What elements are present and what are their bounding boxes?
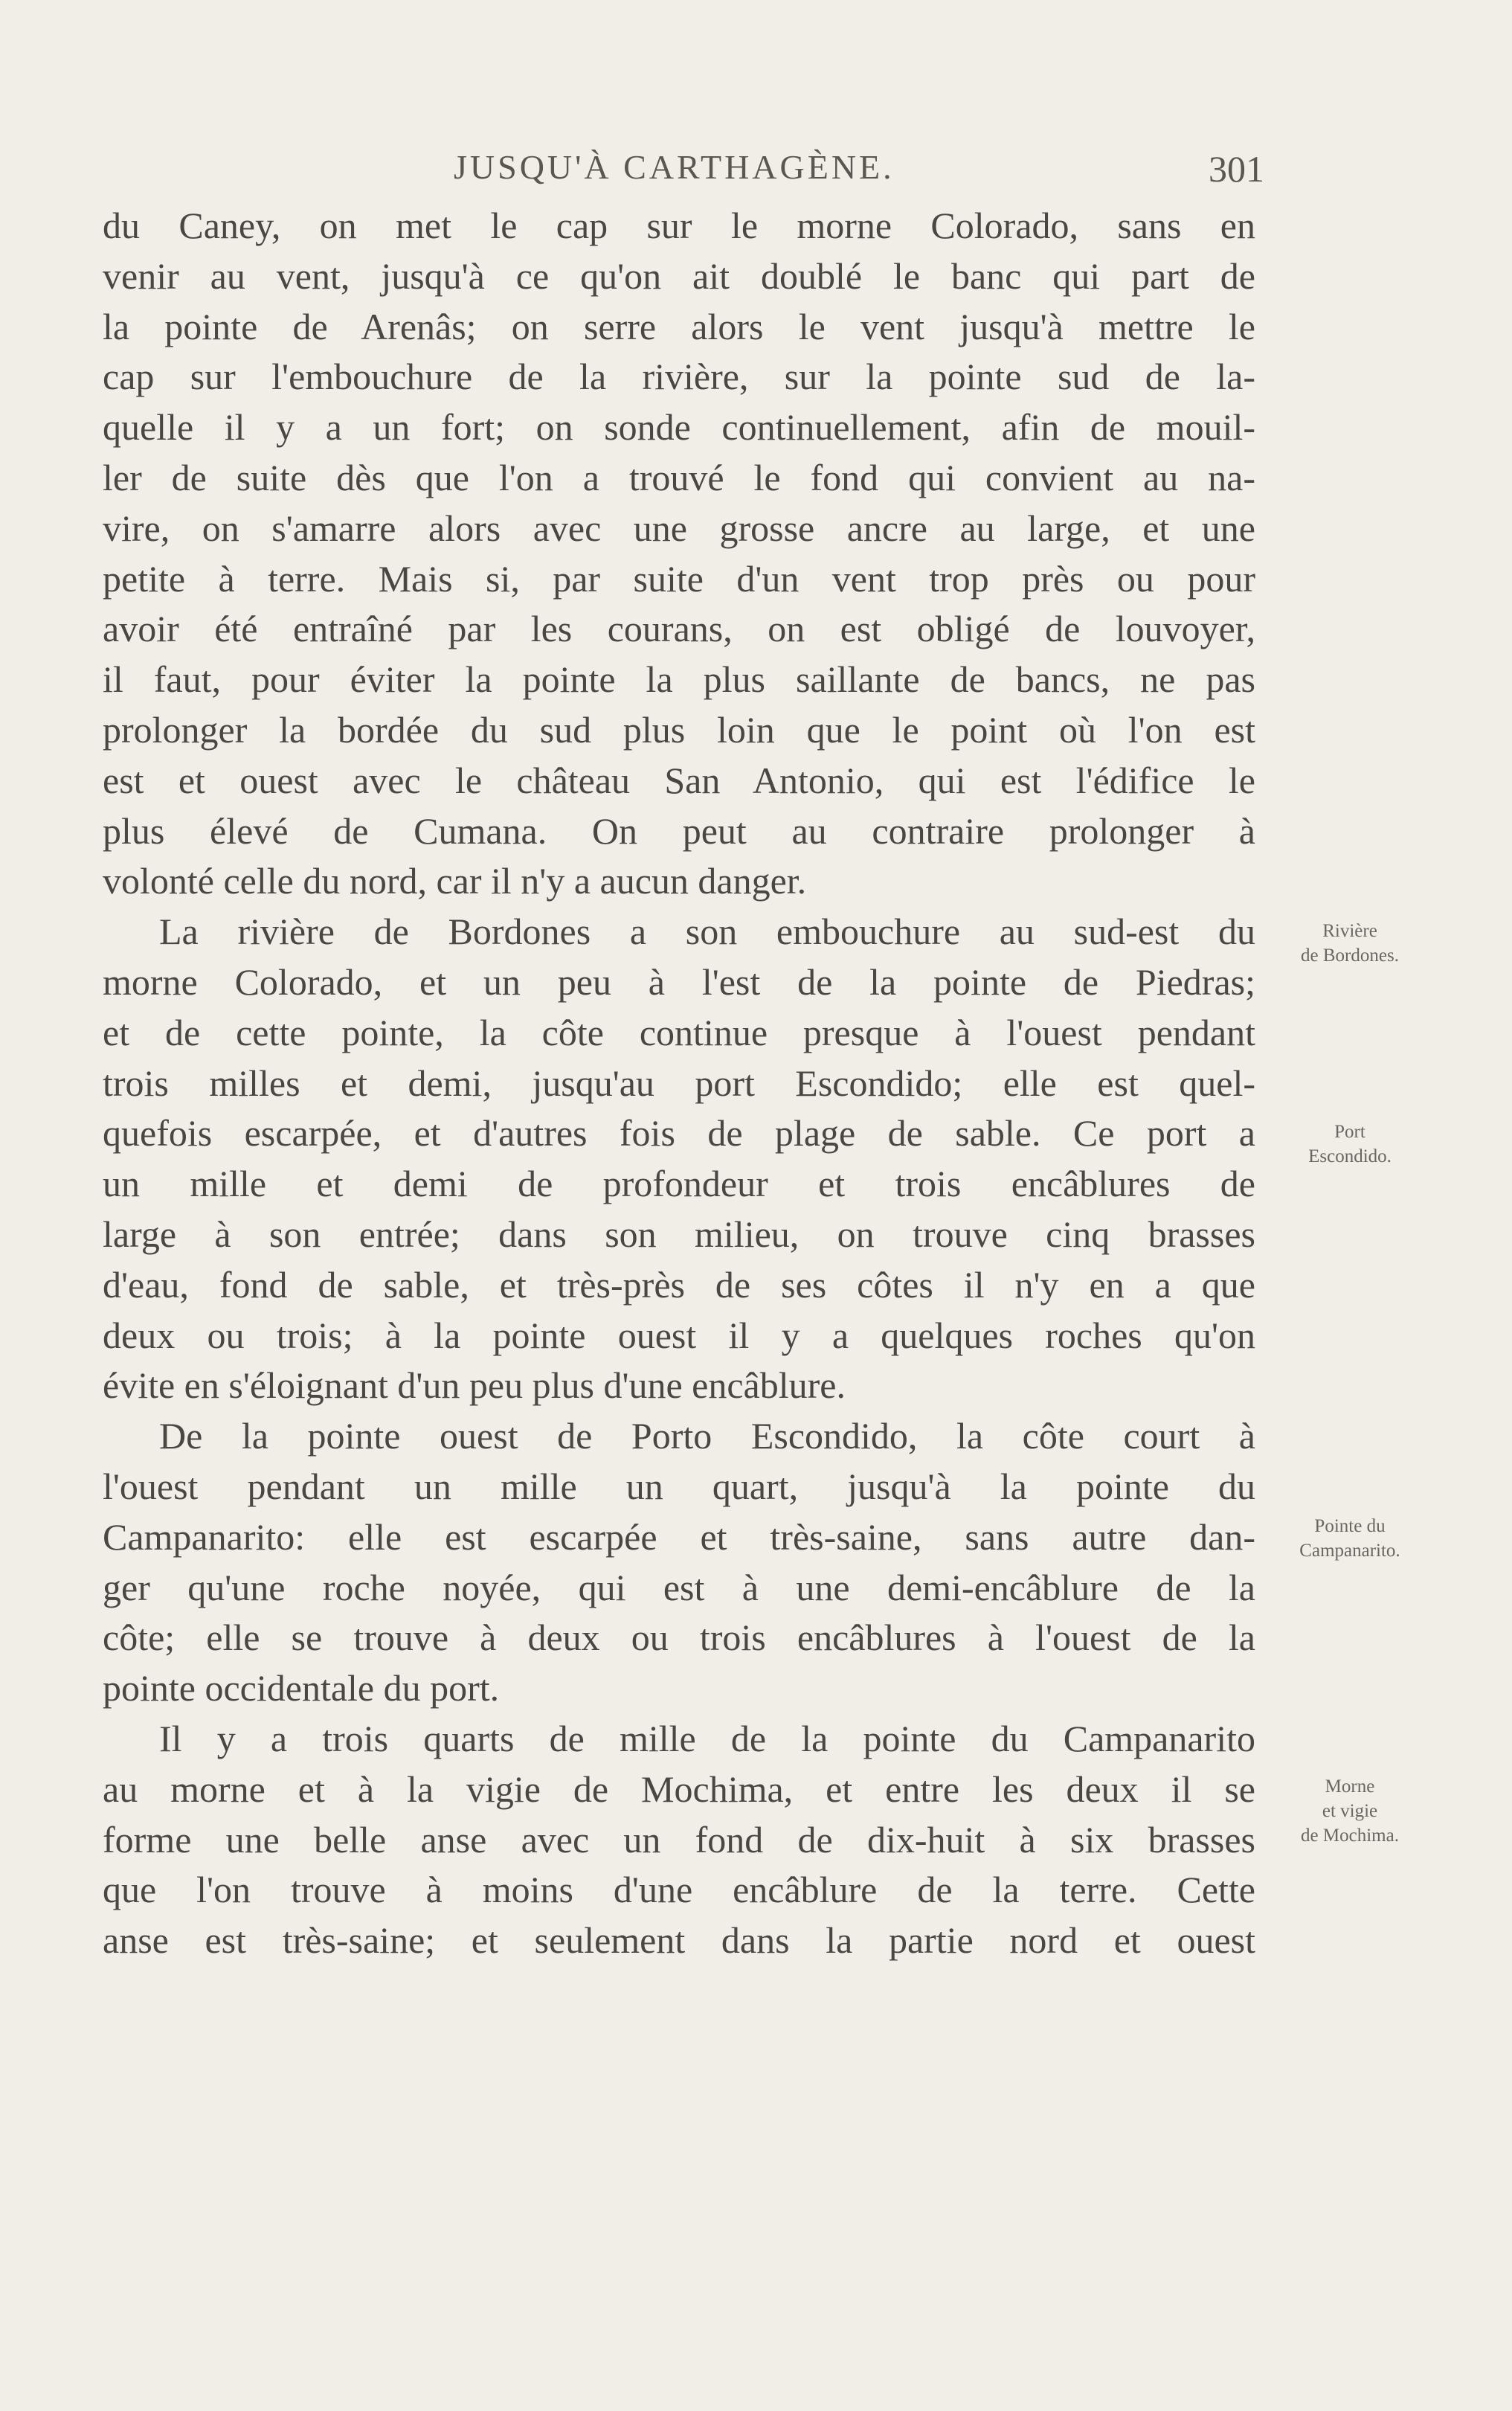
text-line: petite à terre. Mais si, par suite d'un vent trop près ou pour xyxy=(103,557,1255,600)
margin-note-mochima xyxy=(1264,1774,1435,1848)
margin-note-campanarito xyxy=(1264,1514,1435,1563)
text-line: Campanarito: elle est escarpée et très-saine, sans autre dan- xyxy=(103,1515,1255,1558)
text-line: anse est très-saine; et seulement dans la partie nord et ouest xyxy=(103,1919,1255,1962)
text-line: ger qu'une roche noyée, qui est à une demi-encâblure de la xyxy=(103,1566,1255,1608)
margin-note-line: Campanarito. xyxy=(1299,1541,1400,1561)
text-line: un mille et demi de profondeur et trois encâblures de xyxy=(103,1163,1255,1205)
text-line: plus élevé de Cumana. On peut au contraire prolonger à xyxy=(103,809,1255,852)
text-line: venir au vent, jusqu'à ce qu'on ait doublé le banc qui part de xyxy=(103,254,1255,297)
margin-note-line: Escondido. xyxy=(1308,1146,1392,1166)
margin-note-escondido xyxy=(1264,1120,1435,1169)
text-line: morne Colorado, et un peu à l'est de la pointe de Piedras; xyxy=(103,960,1255,1003)
margin-note-line: Port xyxy=(1334,1122,1365,1142)
running-title: JUSQU'À CARTHAGÈNE. xyxy=(454,148,895,186)
text-line: cap sur l'embouchure de la rivière, sur la pointe sud de la- xyxy=(103,356,1255,398)
text-line: Il y a trois quarts de mille de la pointe du Campanarito xyxy=(159,1717,1255,1759)
text-line: large à son entrée; dans son milieu, on trouve cinq brasses xyxy=(103,1213,1255,1255)
margin-note-line: Morne xyxy=(1325,1776,1375,1797)
page-number: 301 xyxy=(1209,148,1264,190)
margin-note-line: de Mochima. xyxy=(1301,1826,1399,1846)
margin-note-line: de Bordones. xyxy=(1301,946,1399,966)
margin-note-line: Pointe du xyxy=(1314,1516,1386,1536)
text-line: côte; elle se trouve à deux ou trois encâblures à l'ouest de la xyxy=(103,1617,1255,1659)
text-line: et de cette pointe, la côte continue presque à l'ouest pendant xyxy=(103,1011,1255,1053)
margin-note-line: Rivière xyxy=(1322,921,1377,941)
margin-note-bordones xyxy=(1264,919,1435,968)
text-line: De la pointe ouest de Porto Escondido, la côte court à xyxy=(159,1415,1255,1457)
text-line: d'eau, fond de sable, et très-près de ses côtes il n'y en a que xyxy=(103,1263,1255,1306)
text-line: pointe occidentale du port. xyxy=(103,1667,500,1709)
text-line: ler de suite dès que l'on a trouvé le fond qui convient au na- xyxy=(103,456,1255,498)
text-line: est et ouest avec le château San Antonio, qui est l'édifice le xyxy=(103,759,1255,801)
margin-note-line: et vigie xyxy=(1322,1801,1378,1821)
text-line: l'ouest pendant un mille un quart, jusqu'à la pointe du xyxy=(103,1465,1255,1507)
text-line: avoir été entraîné par les courans, on est obligé de louvoyer, xyxy=(103,608,1255,650)
text-line: La rivière de Bordones a son embouchure au sud-est du xyxy=(159,911,1255,953)
text-line: au morne et à la vigie de Mochima, et entre les deux il se xyxy=(103,1768,1255,1810)
text-line: quefois escarpée, et d'autres fois de plage de sable. Ce port a xyxy=(103,1112,1255,1155)
text-line: évite en s'éloignant d'un peu plus d'une encâblure. xyxy=(103,1364,846,1407)
text-line: vire, on s'amarre alors avec une grosse ancre au large, et une xyxy=(103,507,1255,549)
body-text xyxy=(103,201,1255,1966)
text-line: quelle il y a un fort; on sonde continuellement, afin de mouil- xyxy=(103,406,1255,449)
text-line: il faut, pour éviter la pointe la plus saillante de bancs, ne pas xyxy=(103,658,1255,701)
text-line: que l'on trouve à moins d'une encâblure de la terre. Cette xyxy=(103,1869,1255,1911)
text-line: volonté celle du nord, car il n'y a aucun danger. xyxy=(103,860,807,902)
page-header xyxy=(454,147,1264,199)
text-line: deux ou trois; à la pointe ouest il y a quelques roches qu'on xyxy=(103,1314,1255,1356)
text-line: trois milles et demi, jusqu'au port Escondido; elle est quel- xyxy=(103,1062,1255,1104)
text-line: prolonger la bordée du sud plus loin que le point où l'on est xyxy=(103,708,1255,751)
text-line: forme une belle anse avec un fond de dix-huit à six brasses xyxy=(103,1818,1255,1861)
text-line: du Caney, on met le cap sur le morne Colorado, sans en xyxy=(103,205,1255,246)
text-line: la pointe de Arenâs; on serre alors le vent jusqu'à mettre le xyxy=(103,305,1255,347)
